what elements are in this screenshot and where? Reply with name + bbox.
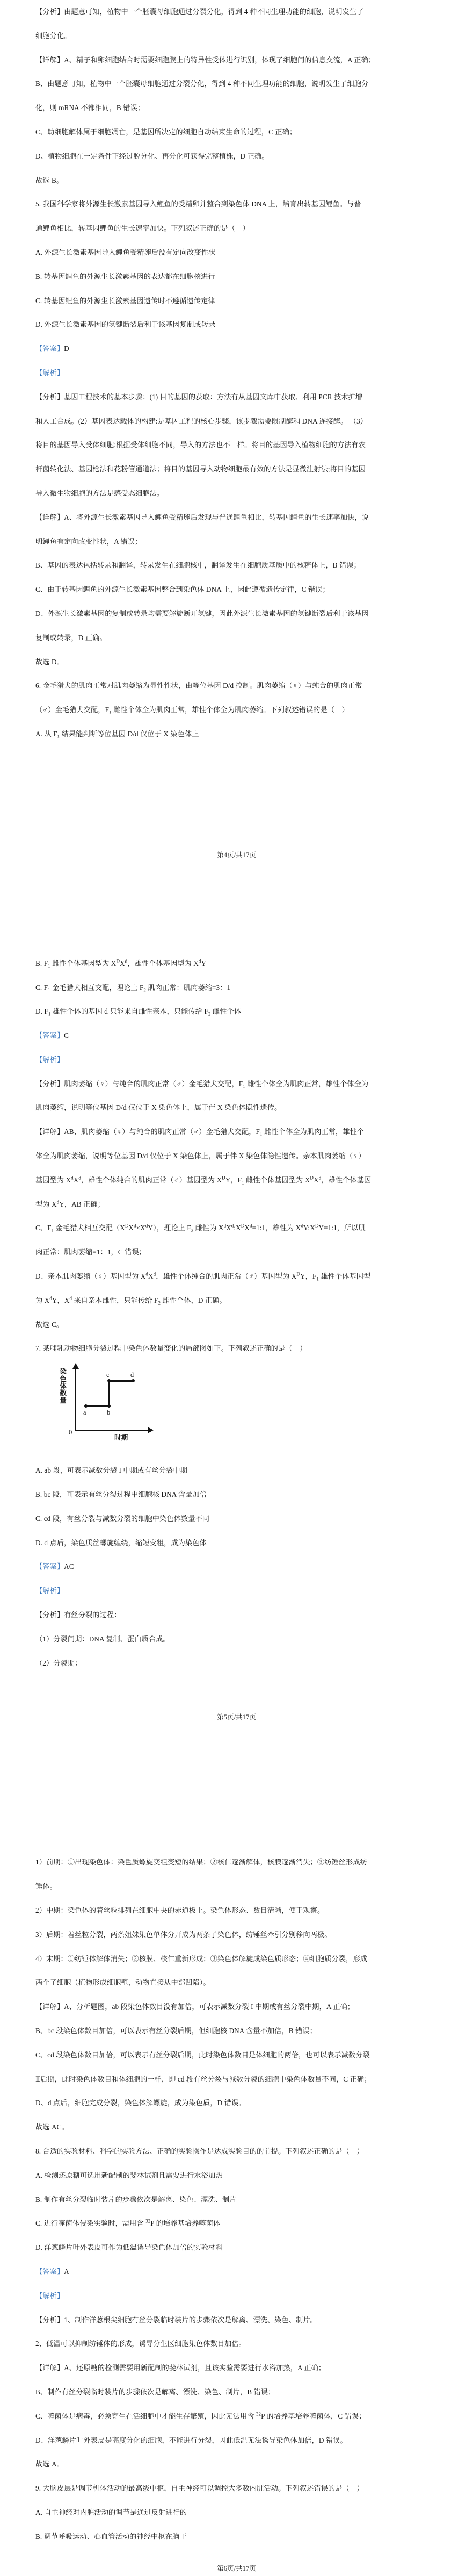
figure-y-axis xyxy=(75,1367,76,1431)
analysis-paragraph: 【分析】由题意可知，植物中一个胚囊母细胞通过分裂分化，得到 4 种不同生理功能的细胞，说明发生了 xyxy=(35,8,364,16)
page-break xyxy=(0,1725,473,1749)
option-a: A. 从 F₁ 结果能判断等位基因 D/d 仅位于 X 染色体上 xyxy=(35,729,199,738)
option-a: A. 检测还原糖可选用新配制的斐林试剂且需要进行水浴加热 xyxy=(35,2171,223,2179)
detail-paragraph: 【详解】A、将外源生长激素基因导入鲤鱼受精卵后发现与普通鲤鱼相比，转基因鲤鱼的生长速率加快，说 xyxy=(35,513,369,521)
paragraph-line: C、助细胞解体属于细胞凋亡，是基因所决定的细胞自动结束生命的过程，C 正确； xyxy=(35,127,297,136)
analysis-paragraph: 【分析】有丝分裂的过程： xyxy=(35,1611,121,1619)
document-page-5 xyxy=(0,887,473,1725)
detail-paragraph: 【详解】A、分析题图，ab 段染色体数目没有加倍，可表示减数分裂 I 中期或有丝分裂中期，A 正确； xyxy=(35,2003,355,2011)
answer-value: C xyxy=(64,1031,69,1040)
document-page-4 xyxy=(0,0,473,863)
option-b: B. $F_1$ 雌性个体基因型为 $X^DX^d$，雄性个体基因型为 $X^dY$ xyxy=(35,958,207,969)
page-footer-6: 第6页/共17页 xyxy=(217,2564,256,2572)
analysis-paragraph: 【分析】肌肉萎缩（♀）与纯合的肌肉正常（♂）金毛猎犬交配，F₁ 雌性个体全为肌肉正常，雄性个体全为 xyxy=(35,1079,369,1088)
analysis-paragraph: 【分析】1、制作洋葱根尖细胞有丝分裂临时装片的步骤依次是解离、漂洗、染色、制片。 xyxy=(35,2315,317,2324)
figure-point-label-c: c xyxy=(106,1371,110,1379)
figure-segment-bc xyxy=(108,1380,110,1407)
explain-tag: 【解析】 xyxy=(35,368,64,377)
paragraph-line: 1）前期：①出现染色体：染色质螺旋变粗变短的结果；②核仁逐渐解体，核膜逐渐消失；③纺锤丝形成纺 xyxy=(35,1858,367,1867)
figure-point-b xyxy=(107,1404,111,1408)
paragraph-line: Ⅱ后期，此时染色体数目和体细胞的一样，即 cd 段有丝分裂与减数分裂的细胞中染色体数量不同，C 正确； xyxy=(35,2075,372,2083)
paragraph-line: C、由于转基因鲤鱼的外源生长激素基因整合到染色体 DNA 上，因此遵循遗传定律，C 错误； xyxy=(35,585,330,594)
answer-tag: 【答案】 xyxy=(35,2267,64,2276)
page-bottom-gap xyxy=(35,747,438,848)
figure-segment-cd xyxy=(108,1380,133,1382)
paragraph-line: 将目的基因导入受体细胞:根据受体细胞不同，导入的方法也不一样。将目的基因导入植物细胞的方法有农 xyxy=(35,441,366,449)
paragraph-line: 为 $X^dY$，$X^d$ 来自亲本雌性，只能传给 $F_2$ 雌性个体，D 正确。 xyxy=(35,1295,227,1306)
figure-point-label-d: d xyxy=(130,1371,134,1379)
figure-x-axis xyxy=(75,1430,149,1431)
answer-line xyxy=(35,1555,438,1579)
paragraph-line: B、制作有丝分裂临时装片的步骤依次是解离、漂洗、染色、制片，B 错误； xyxy=(35,2387,275,2396)
paragraph-line: 4）末期：①纺锤体解体消失；②核膜、核仁重新形成；③染色体解旋成染色质形态；④细胞质分裂，形成 xyxy=(35,1954,367,1963)
answer-line xyxy=(35,337,438,361)
question-stem-6: 6. 金毛猎犬的肌肉正常对肌肉萎缩为显性性状，由等位基因 D/d 控制。肌肉萎缩（♀）与纯合的肌肉正常 xyxy=(35,681,362,690)
question-stem-5: 5. 我国科学家将外源生长激素基因导入鲤鱼的受精卵并整合到染色体 DNA 上，培育出转基因鲤鱼。与普 xyxy=(35,200,361,209)
paragraph-line: 肉正常：肌肉萎缩=1：1，C 错误； xyxy=(35,1248,146,1257)
figure-x-axis-arrow-icon xyxy=(148,1427,154,1433)
paragraph-line: 2、低温可以抑制纺锤体的形成，诱导分生区细胞染色体数目加倍。 xyxy=(35,2340,246,2348)
detail-paragraph: 【详解】A、精子和卵细胞结合时需要细胞膜上的特异性受体进行识别，体现了细胞间的信息交流，A 正确； xyxy=(35,55,376,64)
paragraph-line: C、cd 段染色体数目加倍，可以表示有丝分裂后期，此时染色体数目是体细胞的两倍，也可以表示减数分裂 xyxy=(35,2050,370,2059)
figure-segment-ab xyxy=(86,1405,110,1407)
option-c: C. cd 段，有丝分裂与减数分裂的细胞中染色体数量不同 xyxy=(35,1514,210,1523)
detail-paragraph: 【详解】A、还原糖的检测需要用新配制的斐林试剂，且该实验需要进行水浴加热，A 正确； xyxy=(35,2364,326,2372)
paragraph-line: 故选 B。 xyxy=(35,176,64,184)
option-b: B. 转基因鲤鱼的外源生长激素基因的表达都在细胞核进行 xyxy=(35,272,215,281)
paragraph-line: 2）中期：染色体的着丝粒排列在细胞中央的赤道板上。染色体形态、数目清晰，便于观察。 xyxy=(35,1906,325,1915)
explain-tag: 【解析】 xyxy=(35,1587,64,1595)
page-top-gap xyxy=(35,887,438,952)
answer-value: A xyxy=(64,2267,69,2276)
paragraph-line: 导入微生物细胞的方法是感受态细胞法。 xyxy=(35,489,164,497)
answer-tag: 【答案】 xyxy=(35,1562,64,1571)
paragraph-line: D、植物细胞在一定条件下经过脱分化、再分化可获得完整植株，D 正确。 xyxy=(35,152,269,160)
option-c: C. 进行噬菌体侵染实验时，需用含 $^{32}$P 的培养基培养噬菌体 xyxy=(35,2218,221,2228)
question-stem-7: 7. 某哺乳动物细胞分裂过程中染色体数量变化的局部图如下。下列叙述正确的是（ ） xyxy=(35,1344,307,1353)
figure-point-c xyxy=(107,1379,111,1382)
paragraph-line: D、d 点后，细胞完成分裂，染色体解螺旋，成为染色质，D 错误。 xyxy=(35,2099,246,2107)
paragraph-line: 通鲤鱼相比，转基因鲤鱼的生长速率加快。下列叙述正确的是（ ） xyxy=(35,224,250,233)
option-b: B. bc 段，可表示有丝分裂过程中细胞核 DNA 含量加倍 xyxy=(35,1490,207,1499)
figure-y-axis-label: 染色体数量 xyxy=(60,1368,67,1404)
paragraph-line: 肌肉萎缩，说明等位基因 D/d 仅位于 X 染色体上，属于伴 X 染色体隐性遗传。 xyxy=(35,1103,282,1112)
paragraph-line: 故选 D。 xyxy=(35,657,64,666)
paragraph-line: C、$F_1$ 金毛猎犬相互交配$(X^DX^d\times X^dY)$，理论上 $F_2$ 雌性为 $X^dX^d:X^DX^d=1:1$，雄性为 $X^dY:X^DY=1:1$，所以肌 xyxy=(35,1223,366,1234)
figure-point-label-a: a xyxy=(83,1409,86,1417)
paragraph-line: 两个子细胞（植物形成细胞壁，动物直接从中部凹陷）。 xyxy=(35,1978,210,1987)
paragraph-line: 细胞分化。 xyxy=(35,31,71,40)
option-d: D. d 点后，染色质丝螺旋缠绕，缩短变粗，成为染色体 xyxy=(35,1538,207,1547)
figure-gap xyxy=(35,1447,438,1459)
option-d: D. 外源生长激素基因的氢键断裂后利于该基因复制或转录 xyxy=(35,320,216,329)
option-b: B. 制作有丝分裂临时装片的步骤依次是解离、染色、漂洗、制片 xyxy=(35,2195,237,2204)
explain-line xyxy=(35,1048,438,1072)
answer-line xyxy=(35,1024,438,1048)
figure-point-a xyxy=(84,1404,88,1408)
paragraph-line: D、外源生长激素基因的复制或转录均需要解旋断开氢键，因此外源生长激素基因的氢键断裂后利于该基因 xyxy=(35,609,369,618)
paragraph-line: 故选 A。 xyxy=(35,2460,64,2469)
detail-paragraph: 【详解】AB、肌肉萎缩（♀）与纯合的肌肉正常（♂）金毛猎犬交配，F₁ 雌性个体全为肌肉正常，雄性个 xyxy=(35,1128,365,1136)
paragraph-line: 故选 C。 xyxy=(35,1320,64,1329)
figure-point-label-b: b xyxy=(107,1409,111,1417)
option-d: D. 洋葱鳞片叶外表皮可作为低温诱导染色体加倍的实验材料 xyxy=(35,2243,223,2252)
document-page-6 xyxy=(0,1749,473,2575)
option-a: A. 自主神经对内脏活动的调节是通过反射进行的 xyxy=(35,2508,187,2516)
explain-tag: 【解析】 xyxy=(35,1055,64,1064)
option-c: C. 转基因鲤鱼的外源生长激素基因遗传时不遵循遗传定律 xyxy=(35,296,215,305)
answer-tag: 【答案】 xyxy=(35,1031,64,1040)
paragraph-line: 复制或转录，D 正确。 xyxy=(35,633,107,642)
answer-value: AC xyxy=(64,1562,74,1571)
paragraph-line: 型为 $X^dY$，AB 正确； xyxy=(35,1199,105,1208)
paragraph-line: （1）分裂间期：DNA 复制、蛋白质合成。 xyxy=(35,1634,170,1643)
figure-point-d xyxy=(132,1379,135,1382)
figure-origin-label: 0 xyxy=(69,1429,72,1437)
paragraph-line: 3）后期：着丝粒分裂，两条姐妹染色单体分开成为两条子染色体，纺锤丝牵引分别移向两极。 xyxy=(35,1930,332,1939)
page-bottom-gap xyxy=(35,1675,438,1710)
paragraph-line: 化，则 mRNA 不都相同，B 错误； xyxy=(35,104,145,112)
figure-y-axis-arrow-icon xyxy=(72,1363,79,1369)
paragraph-line: 锤体。 xyxy=(35,1882,57,1891)
option-a: A. ab 段，可表示减数分裂 I 中期或有丝分裂中期 xyxy=(35,1466,187,1475)
paragraph-line: D、亲本肌肉萎缩（♀）基因型为 $X^dX^d$，雄性个体纯合的肌肉正常（♂）基因型为 $X^DY$，$F_1$ 雄性个体基因型 xyxy=(35,1271,371,1282)
option-b: B. 调节呼吸运动、心血管活动的神经中枢在脑干 xyxy=(35,2532,187,2541)
paragraph-line: （♂）金毛猎犬交配，F₁ 雌性个体全为肌肉正常，雄性个体全为肌肉萎缩。下列叙述错误的是（ ） xyxy=(35,706,349,714)
option-d: D. $F_1$ 雄性个体的基因 d 只能来自雌性亲本，只能传给 $F_2$ 雌性个体 xyxy=(35,1007,242,1017)
question-stem-9: 9. 大脑皮层是调节机体活动的最高级中枢，自主神经可以调控大多数内脏活动。下列叙述错误的是（ ） xyxy=(35,2484,364,2493)
page-footer-5: 第5页/共17页 xyxy=(217,1713,256,1721)
option-a: A. 外源生长激素基因导入鲤鱼受精卵后没有定向改变性状 xyxy=(35,248,216,256)
page-top-gap xyxy=(35,1749,438,1850)
paragraph-line: 明鲤鱼有定向改变性状，A 错误； xyxy=(35,537,142,546)
explain-line xyxy=(35,2284,438,2308)
answer-tag: 【答案】 xyxy=(35,345,64,353)
explain-tag: 【解析】 xyxy=(35,2291,64,2300)
paragraph-line: 杆菌转化法、基因枪法和花粉管通道法；将目的基因导入动物细胞最有效的方法是显微注射法;将目的基因 xyxy=(35,465,366,473)
figure-x-axis-label: 时期 xyxy=(114,1434,128,1442)
option-c: C. $F_1$ 金毛猎犬相互交配，理论上 $F_2$ 肌肉正常：肌肉萎缩=3：1 xyxy=(35,983,231,993)
page-bottom-gap xyxy=(35,2549,438,2561)
answer-line xyxy=(35,2260,438,2284)
answer-value: D xyxy=(64,345,69,353)
analysis-paragraph: 【分析】基因工程技术的基本步骤：(1) 目的基因的获取：方法有从基因文库中获取、利用 PCR 技术扩增 xyxy=(35,392,363,401)
paragraph-line: B、由题意可知，植物中一个胚囊母细胞通过分裂分化，得到 4 种不同生理功能的细胞，说明发生了细胞分 xyxy=(35,80,369,88)
page-break xyxy=(0,863,473,887)
explain-line xyxy=(35,1579,438,1603)
paragraph-line: 和人工合成。(2）基因表达载体的构建:是基因工程的核心步骤，该步骤需要限制酶和 DNA 连接酶。 （3） xyxy=(35,417,368,425)
question-stem-8: 8. 合适的实验材料、科学的实验方法、正确的实验操作是达成实验目的的前提。下列叙述正确的是（ ） xyxy=(35,2147,364,2155)
paragraph-line: B、基因的表达包括转录和翻译，转录发生在细胞核中，翻译发生在细胞质基质中的核糖体上，B 错误； xyxy=(35,561,361,570)
paragraph-line: C、噬菌体是病毒，必须寄生在活细胞中才能生存繁殖，因此无法用含 $^{32}$P 的培养基培养噬菌体，C 错误； xyxy=(35,2411,366,2420)
paragraph-line: D、洋葱鳞片叶外表皮是高度分化的细胞，不能进行分裂，因此低温无法诱导染色体加倍，D 错误。 xyxy=(35,2436,347,2444)
paragraph-line: 故选 AC。 xyxy=(35,2123,69,2132)
paragraph-line: B、bc 段染色体数目加倍，可以表示有丝分裂后期，但细胞核 DNA 含量不加倍，B 错误； xyxy=(35,2027,317,2035)
explain-line xyxy=(35,361,438,385)
page-footer-4: 第4页/共17页 xyxy=(217,851,256,859)
chromosome-count-figure xyxy=(47,1365,163,1445)
paragraph-line: 基因型为 $X^dX^d$，雄性个体纯合的肌肉正常（♂）基因型为 $X^DY$，$F_1$ 雌性个体基因型为 $X^DX^d$，雄性个体基因 xyxy=(35,1175,372,1186)
paragraph-line: 体全为肌肉萎缩，说明等位基因 D/d 仅位于 X 染色体上，属于伴 X 染色体隐性遗传。亲本肌肉萎缩（♀） xyxy=(35,1152,366,1160)
paragraph-line: （2）分裂期： xyxy=(35,1659,82,1667)
